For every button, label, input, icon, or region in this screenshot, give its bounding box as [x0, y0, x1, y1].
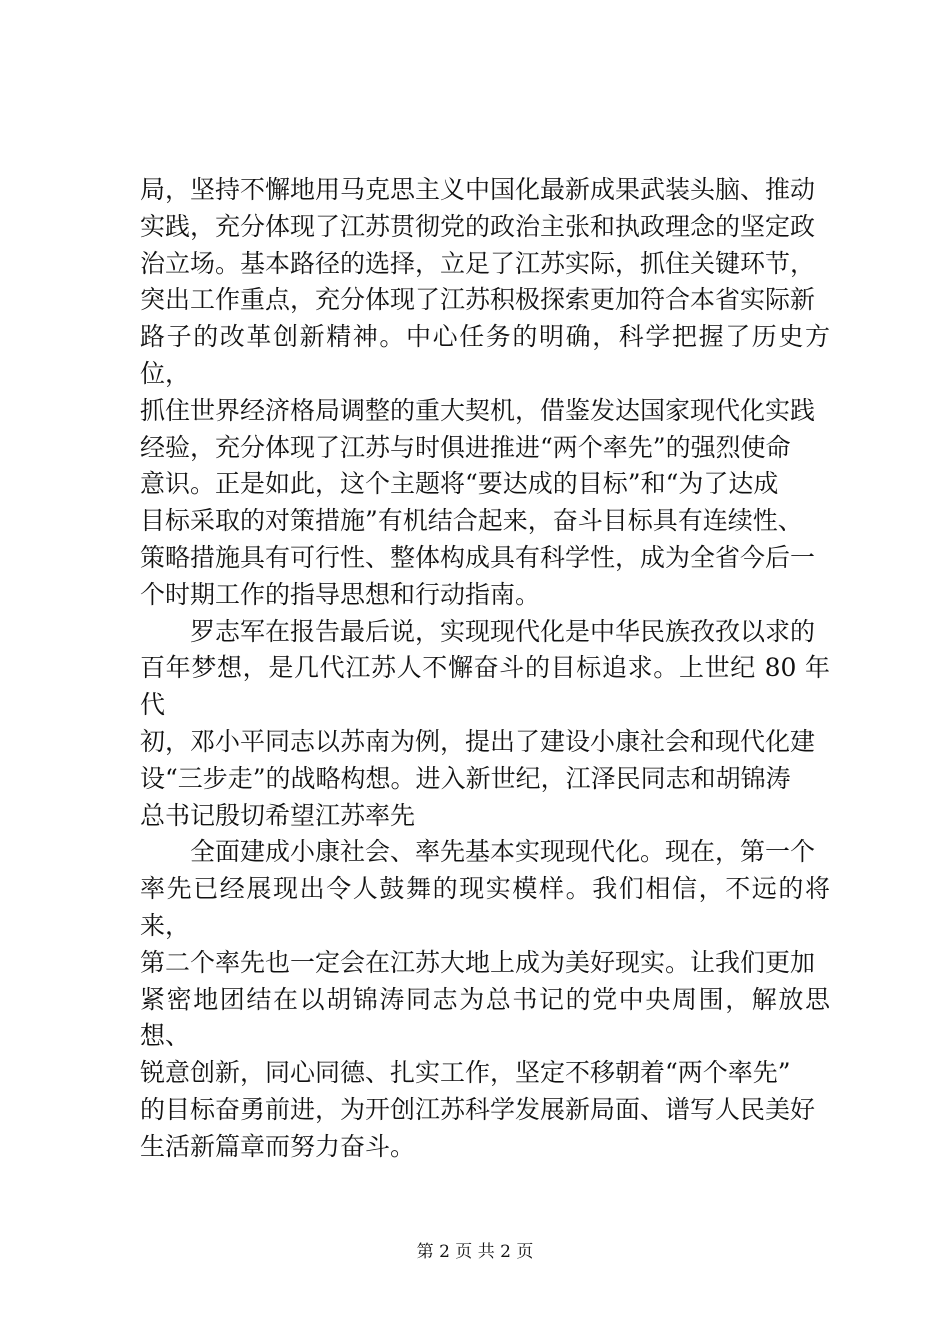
text-line: 突出工作重点，充分体现了江苏积极探索更加符合本省实际新 [140, 285, 816, 315]
text-line: 生活新篇章而努力奋斗。 [140, 1131, 416, 1161]
text-line: 全面建成小康社会、率先基本实现现代化。现在，第一个 [190, 837, 816, 867]
text-line: 锐意创新，同心同德、扎实工作，坚定不移朝着“两个率先” [140, 1058, 791, 1088]
document-body [140, 172, 830, 1166]
text-line: 百年梦想，是几代江苏人不懈奋斗的目标追求。上世纪 80 年代 [140, 653, 830, 720]
text-line: 路子的改革创新精神。中心任务的明确，科学把握了历史方位， [140, 322, 830, 388]
text-line: 初，邓小平同志以苏南为例，提出了建设小康社会和现代化建 [140, 726, 816, 756]
text-line: 目标采取的对策措施”有机结合起来，奋斗目标具有连续性、 [140, 506, 803, 536]
paragraph-2 [140, 614, 830, 835]
text-line: 实践，充分体现了江苏贯彻党的政治主张和执政理念的坚定政 [140, 211, 816, 241]
paragraph-3 [140, 834, 830, 1165]
text-line: 意识。正是如此，这个主题将“要达成的目标”和“为了达成 [140, 469, 779, 499]
text-line: 个时期工作的指导思想和行动指南。 [140, 579, 541, 609]
text-line: 第二个率先也一定会在江苏大地上成为美好现实。让我们更加 [140, 947, 816, 977]
text-line: 的目标奋勇前进，为开创江苏科学发展新局面、谱写人民美好 [140, 1094, 816, 1124]
text-line: 紧密地团结在以胡锦涛同志为总书记的党中央周围，解放思想、 [140, 984, 830, 1051]
text-line: 抓住世界经济格局调整的重大契机，借鉴发达国家现代化实践 [140, 395, 816, 425]
text-line: 策略措施具有可行性、整体构成具有科学性，成为全省今后一 [140, 542, 816, 572]
text-line: 设“三步走”的战略构想。进入新世纪，江泽民同志和胡锦涛 [140, 763, 791, 793]
text-line: 经验，充分体现了江苏与时俱进推进“两个率先”的强烈使命 [140, 432, 791, 462]
page-number: 第 2 页 共 2 页 [416, 1242, 534, 1262]
text-line: 率先已经展现出令人鼓舞的现实模样。我们相信，不远的将来， [140, 874, 830, 940]
text-line: 总书记殷切希望江苏率先 [140, 800, 416, 830]
text-line: 治立场。基本路径的选择，立足了江苏实际，抓住关键环节， [140, 248, 816, 278]
paragraph-1 [140, 172, 830, 614]
text-line: 罗志军在报告最后说，实现现代化是中华民族孜孜以求的 [190, 616, 816, 646]
page-footer [0, 1240, 950, 1264]
text-line: 局，坚持不懈地用马克思主义中国化最新成果武装头脑、推动 [140, 175, 816, 204]
